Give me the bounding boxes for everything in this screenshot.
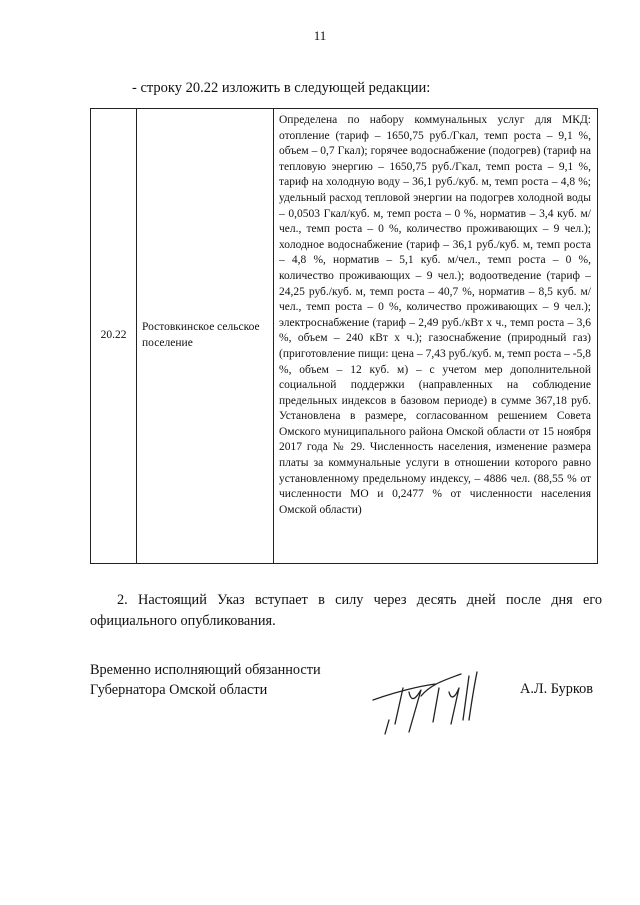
row-description-cell [274, 109, 598, 564]
page-number: 11 [313, 28, 327, 43]
signatory-title [90, 660, 321, 700]
table-row [91, 109, 598, 564]
signatory-name: А.Л. Бурков [520, 681, 594, 697]
signatory-title-line-1: Временно исполняющий обязанности [90, 662, 321, 678]
settlement-name: Ростовкинское сельское поселение [137, 109, 274, 564]
row-description: Определена по набору коммунальных услуг для МКД: отопление (тариф – 1650,75 руб./Гкал, темп роста – 9,1 %, объем – 0,7 Гкал); горячее водоснабжение (подогрев) (тариф на тепловую энергию – 1650,75 руб./Гкал, темп роста – 9,1 %, тариф на холодную воду – 36,1 руб./куб. м, темп роста – 4,8 %; удельный расход тепловой энергии на подогрев холодной воды – 0,0503 Гкал/куб. м, темп роста – 0 %, норматив – 3,4 куб. м/чел., темп роста – 0 %, количество проживающих – 9 чел.); холодное водоснабжение (тариф – 36,1 руб./куб. м, темп роста – 4,8 %, норматив – 5,1 куб. м/чел., темп роста – 0 %, количество проживающих – 9 чел.); водоотведение (тариф – 24,25 руб./куб. м, темп роста – 40,7 %, норматив – 8,5 куб. м/чел., темп роста – 0 %, количество проживающих – 9 чел.); электроснабжение (тариф – 2,49 руб./кВт х ч., темп роста – 3,6 %, объем – 240 кВт х ч.); газоснабжение (природный газ) (приготовление пищи: цена – 7,43 руб./куб. м, темп роста – -5,8 %, объем – 12 куб. м) – с учетом мер дополнительной социальной поддержки (направленных на соблюдение предельных индексов в базовом периоде) в сумме 367,18 руб. Установлена в размере, согласованном решением Совета Омского муниципального района Омской области от 15 ноября 2017 года № 29. Численность населения, изменение размера платы за коммунальные услуги в отношении которого равно установленному предельному индексу, – 4886 чел. (88,55 % от численности МО и 0,2477 % от численности населения Омской области) [279, 114, 591, 516]
closing-paragraph: 2. Настоящий Указ вступает в силу через десять дней после дня его официального опубликования. [90, 592, 602, 629]
signatory-title-line-2: Губернатора Омской области [90, 682, 268, 698]
amendment-table [90, 108, 598, 564]
row-number: 20.22 [91, 109, 137, 564]
handwritten-signature [365, 662, 505, 742]
amendment-intro: - строку 20.22 изложить в следующей редакции: [132, 80, 431, 96]
